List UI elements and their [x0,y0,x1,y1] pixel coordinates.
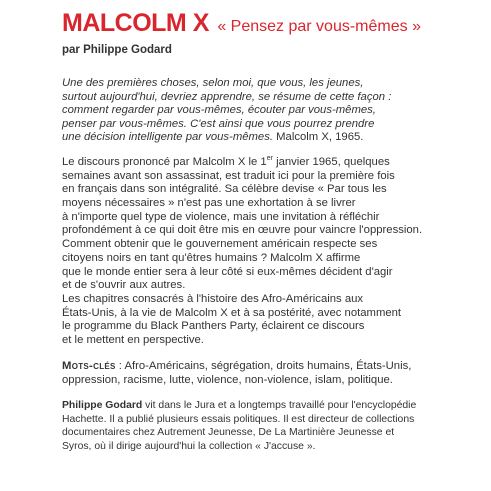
byline-author: Philippe Godard [83,44,172,56]
bio-line: Hachette. Il a publié plusieurs essais politiques. Il est directeur de collections [62,413,415,425]
quote-line: penser par vous-mêmes. C'est ainsi que vous pourrez prendre [62,117,375,130]
paragraph-line: semaines avant son assassinat, est traduit ici pour la première fois [62,169,395,182]
superscript: er [266,155,273,163]
keywords-line: oppression, racisme, lutte, violence, non-violence, islam, politique. [62,373,393,386]
paragraph-line: et de s'ouvrir aux autres. [62,279,186,292]
quote-line: surtout aujourd'hui, devriez apprendre, se résume de cette façon : [62,90,392,103]
paragraph-line: profondément à ce qui doit être mis en œuvre pour vaincre l'oppression. [62,224,423,237]
book-subtitle: « Pensez par vous-mêmes » [217,18,421,35]
paragraph-line: et le mettent en perspective. [62,334,204,347]
paragraph-line: en français dans son intégralité. Sa célèbre devise « Par tous les [62,183,387,196]
byline-prefix: par [62,44,80,56]
bio-line: documentaires chez Autrement Jeunesse, De La Martinière Jeunesse et [62,427,395,439]
text-fragment: Le discours prononcé par Malcolm X le 1 [62,155,267,168]
description [62,156,480,348]
keywords-label: Mots-clés [62,359,116,372]
paragraph-line: citoyens noirs en tant qu'êtres humains ? Malcolm X affirme [62,251,361,264]
paragraph-line: Les chapitres consacrés à l'histoire des Afro-Américains aux [62,293,364,305]
keywords-line [62,360,480,374]
title-row [62,8,480,42]
paragraph-1 [62,156,480,293]
paragraph-line: le programme du Black Panthers Party, éclairent ce discours [62,320,365,333]
paragraph-line: Comment obtenir que le gouvernement américain respecte ses [62,238,378,251]
quote-line: comment regarder par vous-mêmes, écouter par vous-mêmes, [62,104,376,117]
paragraph-line: États-Unis, à la vie de Malcolm X et à sa postérité, avec notamment [62,306,402,319]
book-title: MALCOLM X [62,9,209,37]
quote-source: Malcolm X, 1965. [276,131,364,144]
keywords [62,360,480,387]
paragraph-line: que le monde entier sera à leur côté si eux-mêmes décident d'agir [62,265,393,278]
keywords-separator: : [115,359,125,372]
paragraph-2 [62,293,480,348]
paragraph-line: moyens nécessaires » n'est pas une exhortation à se livrer [62,197,356,210]
bio-line: Syros, où il dirige aujourd'hui la collection « J'accuse ». [62,440,316,452]
bio-text: vit dans le Jura et a longtemps travaillé pour l'encyclopédie [142,400,417,412]
epigraph-quote [62,77,480,145]
bio-line [62,399,480,413]
back-cover [62,8,480,453]
quote-line: Une des premières choses, selon moi, que vous, les jeunes, [62,77,364,89]
quote-text: une décision intelligente par vous-mêmes. [62,131,273,144]
paragraph-line: à n'importe quel type de violence, mais une invitation à réfléchir [62,210,380,223]
keywords-text: Afro-Américains, ségrégation, droits humains, États-Unis, [124,359,412,372]
bio-author-name: Philippe Godard [62,400,143,412]
quote-line-last [62,131,480,145]
paragraph-line [62,156,480,170]
author-bio [62,399,480,453]
text-fragment: janvier 1965, quelques [272,155,390,168]
byline [62,42,480,58]
